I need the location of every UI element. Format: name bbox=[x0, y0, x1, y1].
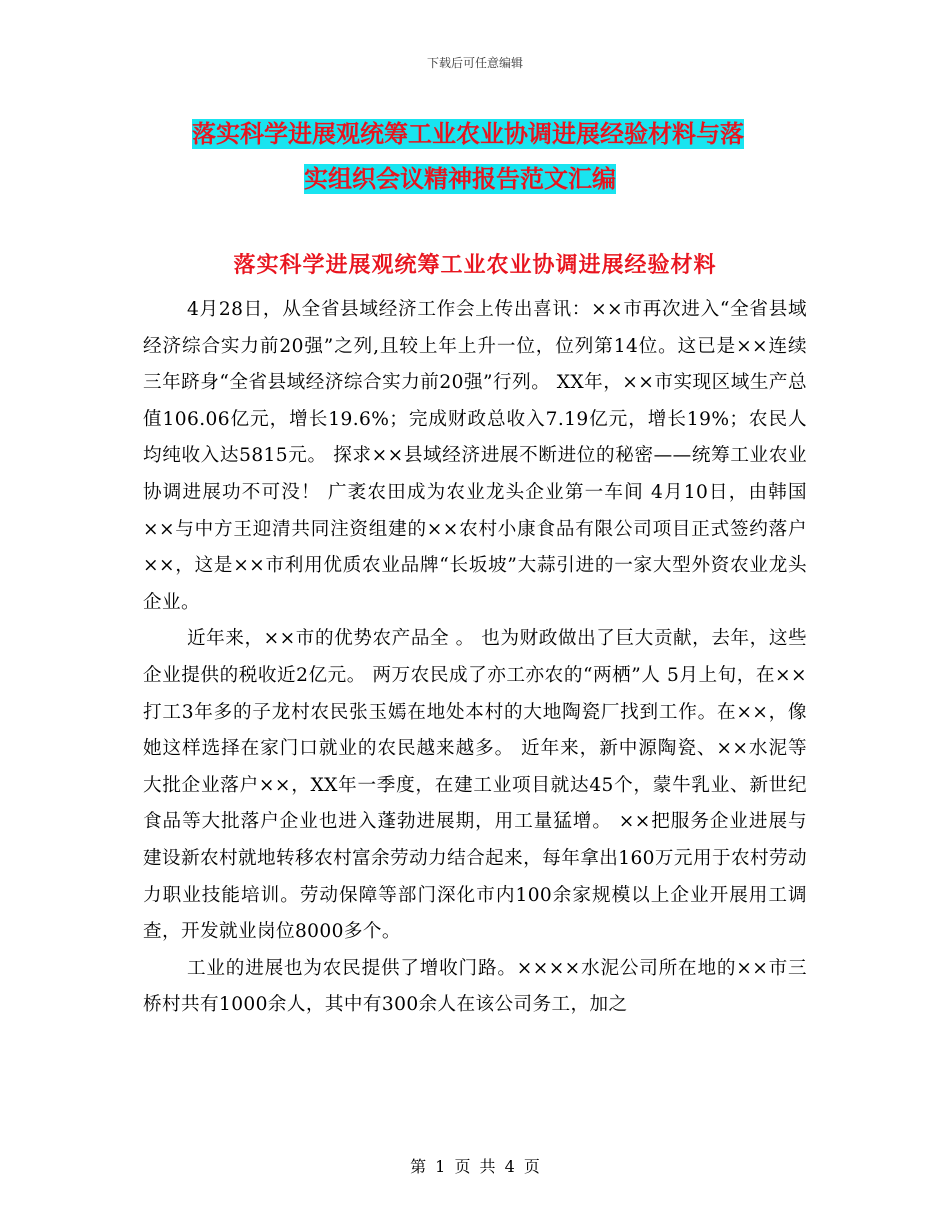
body-text bbox=[143, 292, 807, 1024]
document-title-line-1 bbox=[150, 112, 850, 157]
title-line-1-text: 落实科学进展观统筹工业农业协调进展经验材料与落 bbox=[192, 120, 744, 148]
section-title: 落实科学进展观统筹工业农业协调进展经验材料 bbox=[233, 253, 717, 278]
paragraph-1: 4月28日，从全省县域经济工作会上传出喜讯：××市再次进入“全省县域经济综合实力前20强”之列,且较上年上升一位，位列第14位。这已是××连续三年跻身“全省县域经济综合实力前20强”行列。 XX年，××市实现区域生产总值106.06亿元，增长19.6%；完成财政总收入7.19亿元，增长19%；农民人均纯收入达5815元。 探求××县域经济进展不断进位的秘密——统筹工业农业协调进展功不可没！ 广袤农田成为农业龙头企业第一车间 4月10日，由韩国××与中方王迎清共同注资组建的××农村小康食品有限公司项目正式签约落户××，这是××市利用优质农业品牌“长坂坡”大蒜引进的一家大型外资农业龙头企业。 bbox=[143, 299, 807, 613]
document-title bbox=[150, 112, 850, 202]
paragraph-2: 近年来，××市的优势农产品全 。 也为财政做出了巨大贡献，去年，这些企业提供的税收近2亿元。 两万农民成了亦工亦农的“两栖”人 5月上旬，在××打工3年多的子龙村农民张玉嫣在地处本村的大地陶瓷厂找到工作。在××，像她这样选择在家门口就业的农民越来越多。 近年来，新中源陶瓷、××水泥等大批企业落户××，XX年一季度，在建工业项目就达45个，蒙牛乳业、新世纪食品等大批落户企业也进入蓬勃进展期，用工量猛增。 ××把服务企业进展与建设新农村就地转移农村富余劳动力结合起来，每年拿出160万元用于农村劳动力职业技能培训。劳动保障等部门深化市内100余家规模以上企业开展用工调查，开发就业岗位8000多个。 bbox=[143, 628, 807, 943]
header-note: 下载后可任意编辑 bbox=[426, 56, 523, 70]
title-line-2-text: 实组织会议精神报告范文汇编 bbox=[304, 165, 616, 193]
document-title-line-2 bbox=[150, 157, 850, 202]
paragraph-3: 工业的进展也为农民提供了增收门路。××××水泥公司所在地的××市三桥村共有1000余人，其中有300余人在该公司务工，加之 bbox=[143, 957, 807, 1016]
page-footer: 第 1 页 共 4 页 bbox=[410, 1157, 540, 1176]
